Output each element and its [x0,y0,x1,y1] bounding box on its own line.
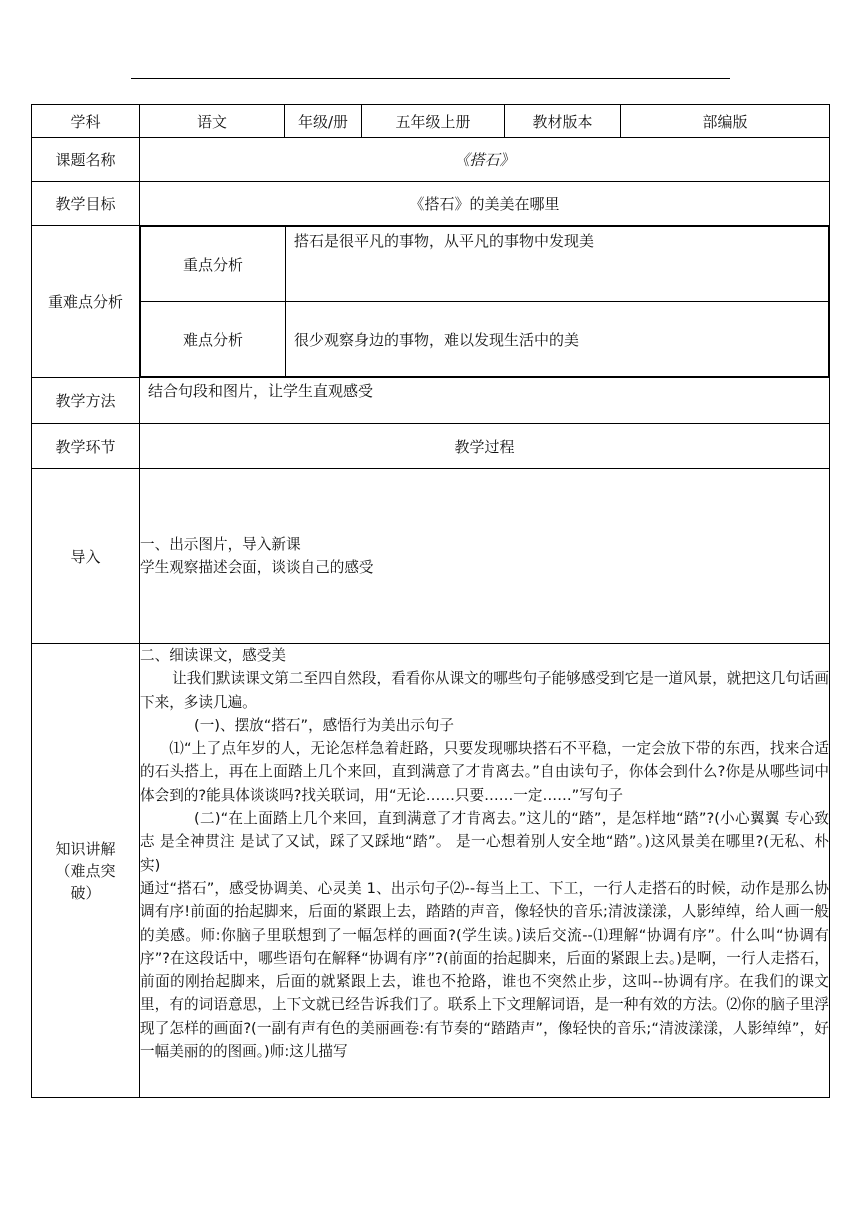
header-row [32,105,830,138]
lecture-paragraph-harmony: 通过“搭石”，感受协调美、心灵美 1、出示句子⑵--每当上工、下工，一行人走搭石的时候，动作是那么协调有序!前面的抬起脚来，后面的紧跟上去，踏踏的声音，像轻快的音乐;清波漾漾，人影绰绰，给人画一般的美感。师:你脑子里联想到了一幅怎样的画面?(学生读。)读后交流--⑴理解“协调有序”。什么叫“协调有序”?在这段话中，哪些语句在解释“协调有序”?(前面的抬起脚来，后面的紧跟上去。)是啊，一行人走搭石，前面的刚抬起脚来，后面的就紧跟上去，谁也不抢路，谁也不突然止步，这叫--协调有序。在我们的课文里，有的词语意思，上下文就已经告诉我们了。联系上下文理解词语，是一种有效的方法。⑵你的脑子里浮现了怎样的画面?(一副有声有色的美丽画卷:有节奏的“踏踏声”，像轻快的音乐;“清波漾漾，人影绰绰”，好一幅美丽的的图画。)师:这儿描写 [140,879,829,1061]
key-point-label: 重点分析 [141,227,286,302]
method-row [32,378,830,424]
goal-row [32,182,830,226]
grade-label: 年级/册 [285,105,362,138]
intro-label: 导入 [32,469,140,644]
process-header-row [32,424,830,469]
intro-line-2: 学生观察描述会面，谈谈自己的感受 [140,559,374,576]
header-rule [131,78,730,79]
lecture-paragraph-sentence-1: ⑴“上了点年岁的人，无论怎样急着赶路，只要发现哪块搭石不平稳，一定会放下带的东西，找来合适的石头搭上，再在上面踏上几个来回，直到满意了才肯离去。”自由读句子，你体会到什么?你是从哪些词中体会到的?能具体谈谈吗?找关联词，用“无论……只要……一定……”写句子 [140,740,829,804]
process-section-label: 教学环节 [32,424,140,469]
course-label: 课题名称 [32,138,140,182]
lecture-label [32,644,140,1098]
analysis-subtable [140,226,829,377]
goal-value: 《搭石》的美美在哪里 [140,182,830,226]
lecture-paragraph-intro: 让我们默读课文第二至四自然段，看看你从课文的哪些句子能够感受到它是一道风景，就把这几句话画下来，多读几遍。 [140,670,829,711]
difficult-point-value: 很少观察身边的事物，难以发现生活中的美 [286,302,829,377]
intro-content [140,469,830,644]
method-value: 结合句段和图片，让学生直观感受 [140,378,830,424]
course-row [32,138,830,182]
intro-line-1: 一、出示图片，导入新课 [140,536,301,553]
lecture-subheading-1: (一)、摆放“搭石”，感悟行为美出示句子 [194,716,455,734]
lecture-paragraph-step-2: (二)“在上面踏上几个来回，直到满意了才肯离去。”这儿的“踏”，是怎样地“踏”?(小心翼翼 专心致志 是全神贯注 是试了又试，踩了又踩地“踏”。 是一心想着别人安全地“踏”。)这风景美在哪里?(无私、朴实) [140,810,829,874]
lecture-heading: 二、细读课文，感受美 [140,647,286,664]
lecture-label-line-3: 破） [70,883,101,902]
lecture-content [140,644,830,1098]
subject-value: 语文 [140,105,285,138]
analysis-label: 重难点分析 [32,226,140,378]
lecture-label-line-2: （难点突 [55,861,116,880]
process-title: 教学过程 [140,424,830,469]
lecture-row [32,644,830,1098]
method-label: 教学方法 [32,378,140,424]
grade-value: 五年级上册 [362,105,505,138]
lecture-label-line-1: 知识讲解 [55,839,116,858]
goal-label: 教学目标 [32,182,140,226]
intro-row [32,469,830,644]
analysis-row [32,226,830,378]
course-title: 《搭石》 [140,138,830,182]
key-point-value: 搭石是很平凡的事物，从平凡的事物中发现美 [286,227,829,302]
subject-label: 学科 [32,105,140,138]
edition-label: 教材版本 [505,105,621,138]
difficult-point-label: 难点分析 [141,302,286,377]
edition-value: 部编版 [621,105,830,138]
lesson-plan-table [31,104,830,1098]
